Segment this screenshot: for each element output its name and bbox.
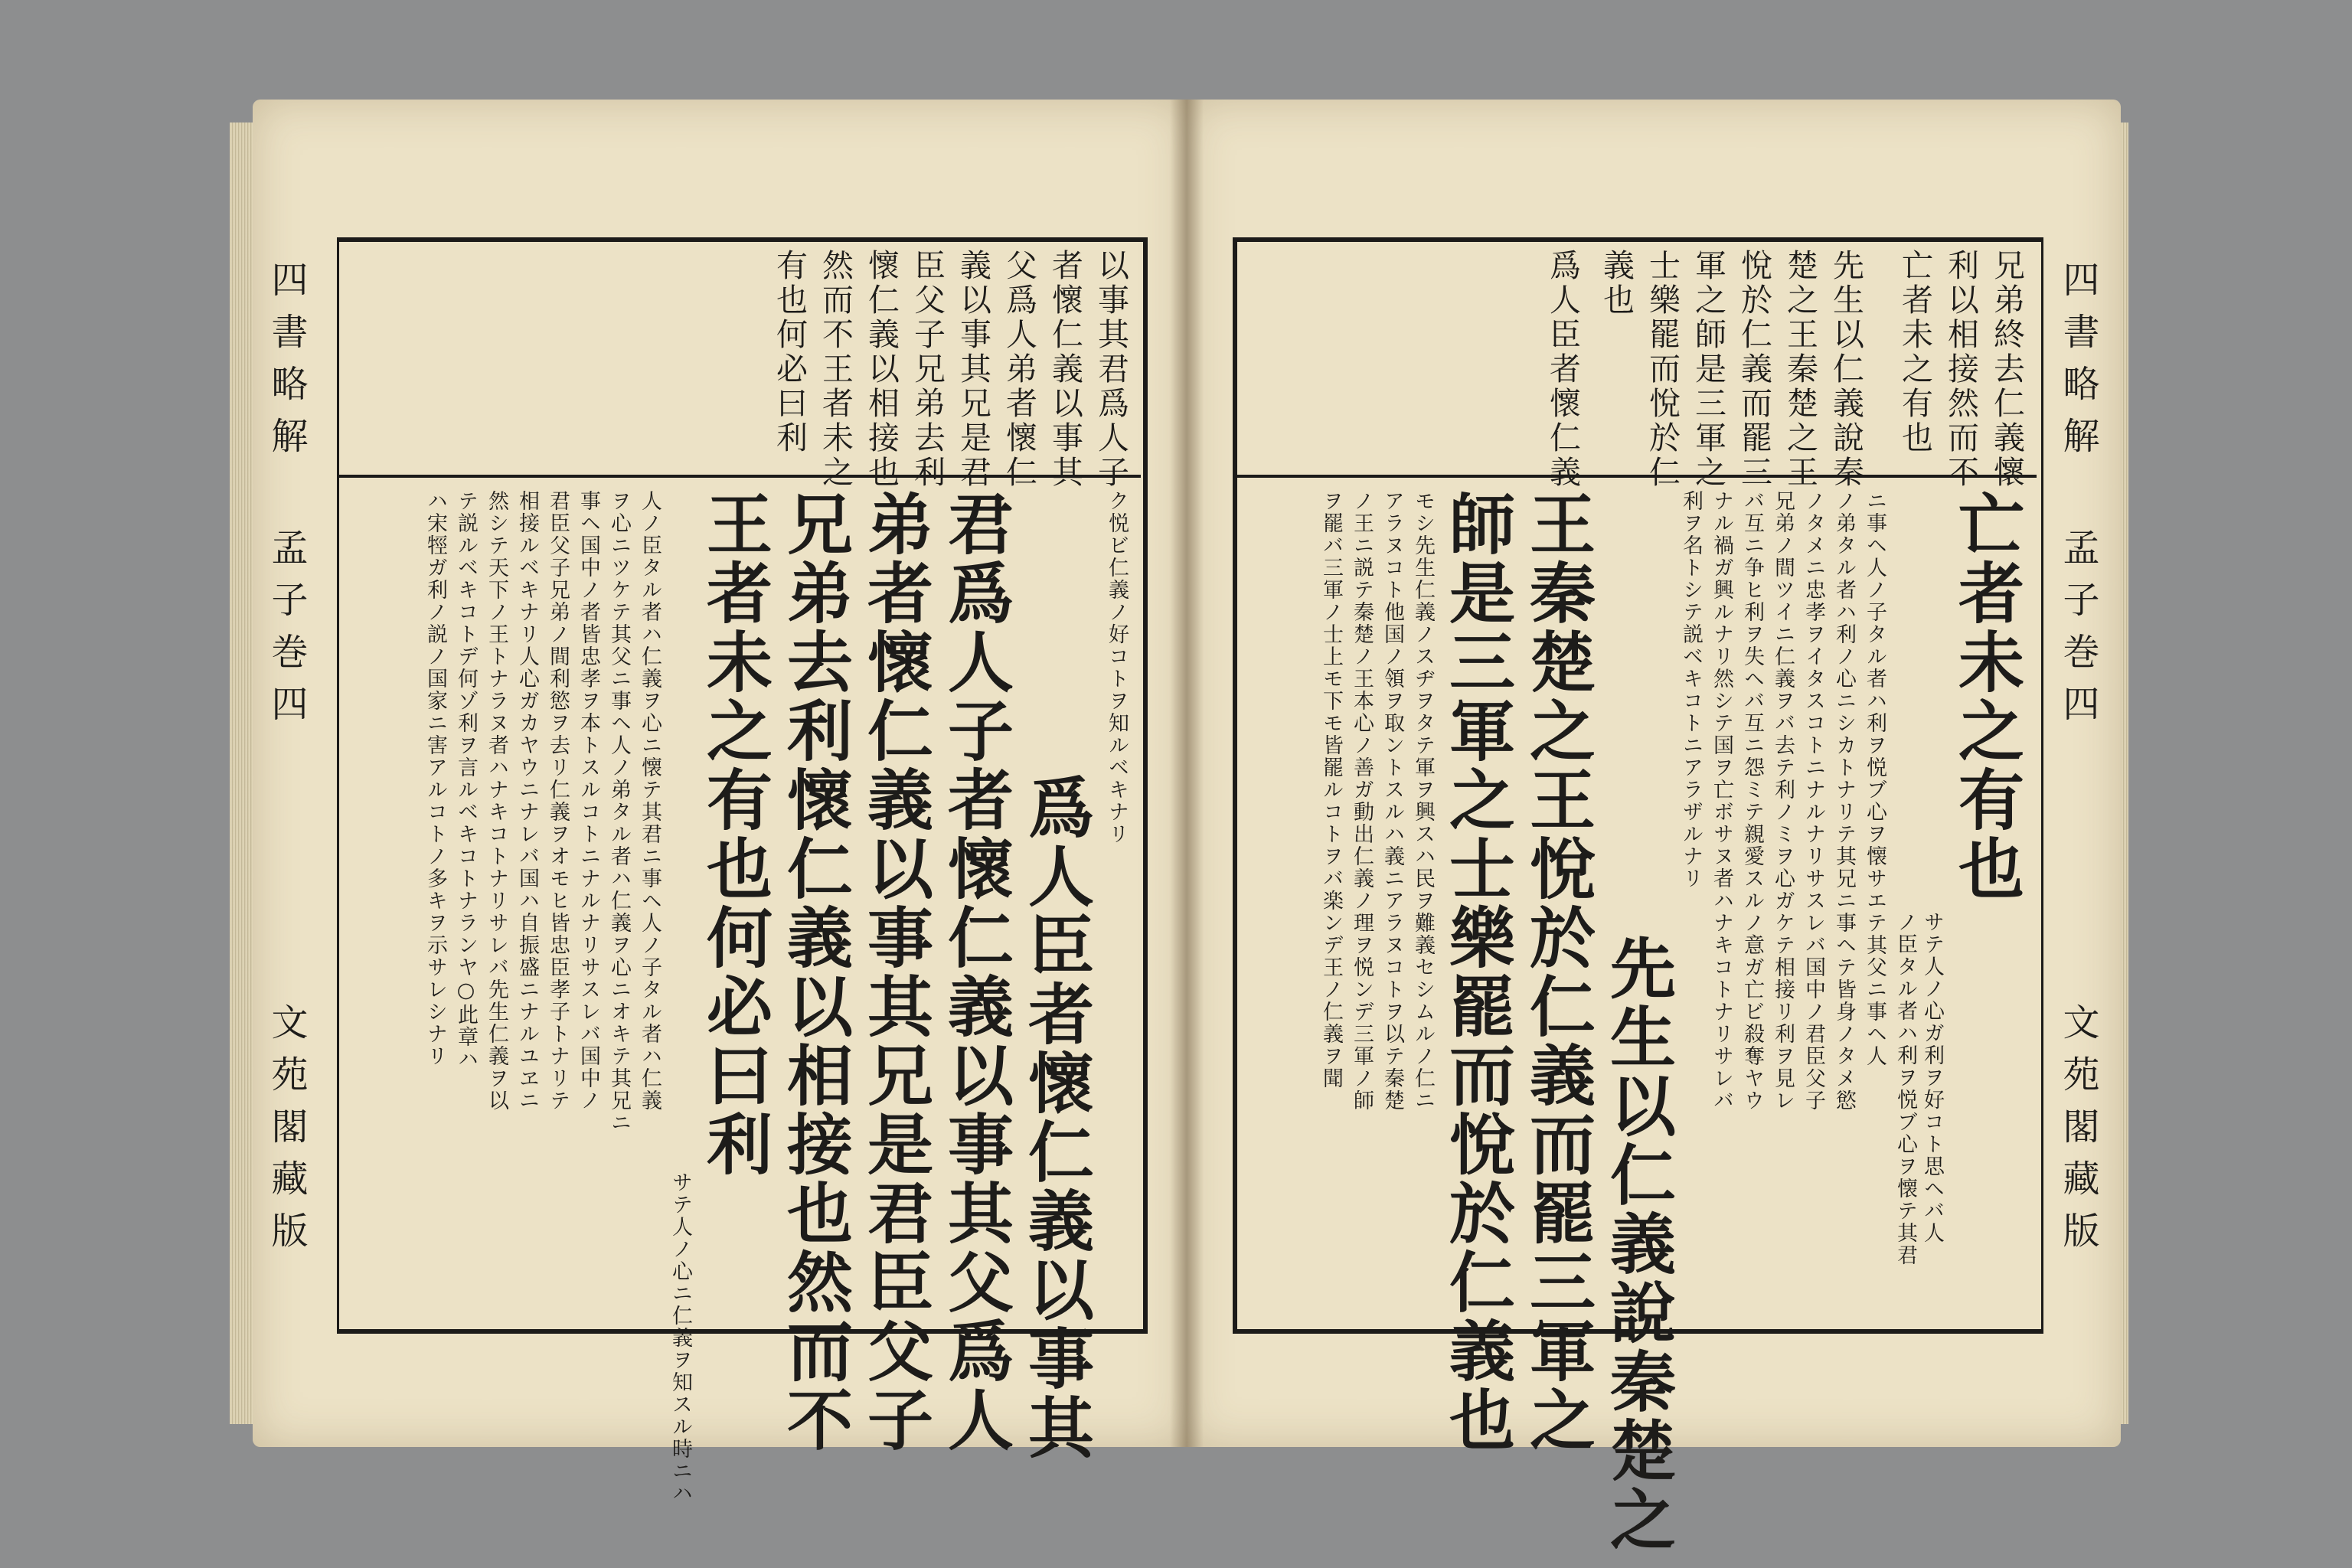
left-note-3: 人ノ臣タル者ハ仁義ヲ心ニ懐テ其君ニ事ヘ人ノ子タル者ハ仁義 xyxy=(638,490,662,1112)
right-note-5: ノタメニ忠孝ヲイタスコトニナルナリサスレバ国中ノ君臣父子 xyxy=(1802,490,1825,1112)
left-margin-title: 四書略解 xyxy=(265,260,308,469)
right-upper-col-1: 兄弟終去仁義懷 xyxy=(1988,249,2025,490)
left-big-col-5: 王者未之有也何必曰利 xyxy=(695,490,773,1179)
right-note-10: モシ先生仁義ノスヂヲタテ軍ヲ興スハ民ヲ難義セシムルノ仁ニ xyxy=(1411,490,1435,1112)
left-page xyxy=(253,100,1187,1504)
left-big-col-2: 君爲人子者懷仁義以事其父爲人 xyxy=(936,490,1014,1455)
left-note-4: ヲ心ニツケテ其父ニ事ヘ人ノ弟タル者ハ仁義ヲ心ニオキテ其兄ニ xyxy=(607,490,631,1134)
right-upper-col-3: 亡者未之有也 xyxy=(1896,249,1933,456)
left-upper-col-7: 然而不王者未之 xyxy=(817,249,854,490)
open-book xyxy=(230,92,2128,1554)
right-upper-col-9: 義也 xyxy=(1598,249,1635,318)
left-upper-col-2: 者懷仁義以事其 xyxy=(1047,249,1083,490)
left-note-1: ク悦ビ仁義ノ好コトヲ知ルベキナリ xyxy=(1105,490,1129,845)
left-note-10: ハ宋牼ガ利ノ説ノ国家ニ害アルコトノ多キヲ示サレシナリ xyxy=(423,490,447,1067)
right-upper-col-7: 軍之師是三軍之 xyxy=(1690,249,1726,490)
right-upper-col-2: 利以相接然而不 xyxy=(1942,249,1979,490)
left-note-7: 相接ルベキナリ人心ガカヤウニナレバ国ハ自振盛ニナルユヱニ xyxy=(515,490,539,1112)
left-big-col-3: 弟者懷仁義以事其兄是君臣父子 xyxy=(856,490,933,1455)
left-big-col-4: 兄弟去利懷仁義以相接也然而不 xyxy=(776,490,853,1455)
right-note-9: 利ヲ名トシテ説ベキコトニアラザルナリ xyxy=(1679,490,1703,890)
left-upper-col-6: 懷仁義以相接也 xyxy=(863,249,900,490)
right-upper-col-8: 士樂罷而悅於仁 xyxy=(1644,249,1681,490)
right-upper-col-10: 爲人臣者懷仁義 xyxy=(1544,249,1581,490)
left-upper-col-5: 臣父子兄弟去利 xyxy=(909,249,946,490)
left-note-8: 然シテ天下ノ王トナラヌ者ハナキコトナリサレバ先生仁義ヲ以 xyxy=(485,490,508,1112)
left-upper-col-3: 父爲人弟者懷仁 xyxy=(1001,249,1037,490)
right-note-13: ヲ罷バ三軍ノ士上モ下モ皆罷ルコトヲバ楽ンデ王ノ仁義ヲ聞 xyxy=(1319,490,1343,1089)
left-note-9: テ説ルベキコトデ何ゾ利ヲ言ルベキコトナランヤ○此章ハ xyxy=(454,490,478,1070)
right-divider xyxy=(1233,475,2037,478)
left-margin-volume: 孟子巻四 xyxy=(265,528,308,737)
right-note-7: バ互ニ争ヒ利ヲ失ヘバ互ニ怨ミテ親愛スルノ意ガ亡ビ殺奪ヤウ xyxy=(1740,490,1764,1112)
right-note-6: 兄弟ノ間ツイニ仁義ヲバ去テ利ノミヲ心ガケテ相接リ利ヲ見レ xyxy=(1771,490,1795,1112)
right-upper-col-6: 悅於仁義而罷三 xyxy=(1736,249,1772,490)
left-upper-col-4: 義以事其兄是君 xyxy=(955,249,991,490)
left-big-col-1: 爲人臣者懷仁義以事其 xyxy=(1017,773,1094,1462)
left-upper-col-1: 以事其君爲人子 xyxy=(1093,249,1129,490)
right-margin-volume: 孟子巻四 xyxy=(2056,528,2099,737)
left-note-2: サテ人ノ心ニ仁義ヲ知スル時ニハ xyxy=(668,1171,692,1504)
right-upper-col-5: 楚之王秦楚之王 xyxy=(1782,249,1818,490)
right-note-11: アラヌコト他国ノ領ヲ取ントスルハ義ニアラヌコトヲ以テ秦楚 xyxy=(1380,490,1404,1112)
right-note-12: ノ王ニ説テ秦楚ノ王本心ノ善ガ動出仁義ノ理ヲ悦ンデ三軍ノ師 xyxy=(1350,490,1374,1112)
right-margin-title: 四書略解 xyxy=(2056,260,2099,469)
right-note-2: ノ臣タル者ハ利ヲ悦ブ心ヲ懐テ其君 xyxy=(1893,911,1917,1266)
right-big-col-2: 先生以仁義說秦楚之 xyxy=(1599,934,1676,1554)
left-note-5: 事ヘ国中ノ者皆忠孝ヲ本トスルコトニナルナリサスレバ国中ノ xyxy=(577,490,600,1112)
right-big-col-1: 亡者未之有也 xyxy=(1947,490,2024,903)
left-upper-col-8: 有也何必曰利 xyxy=(771,249,808,456)
right-note-3: ニ事ヘ人ノ子タル者ハ利ヲ悦ブ心ヲ懐サエテ其父ニ事ヘ人 xyxy=(1863,490,1886,1067)
left-margin-publisher: 文苑閣藏版 xyxy=(265,1003,308,1263)
right-big-col-4: 師是三軍之士樂罷而悅於仁義也 xyxy=(1438,490,1515,1455)
right-upper-col-4: 先生以仁義說秦 xyxy=(1828,249,1864,490)
book-gutter xyxy=(1170,100,1204,1447)
right-note-8: ナル禍ガ興ルナリ然シテ国ヲ亡ボサヌ者ハナキコトナリサレバ xyxy=(1710,490,1733,1112)
right-margin-publisher: 文苑閣藏版 xyxy=(2056,1003,2099,1263)
right-page xyxy=(1187,100,2121,1554)
right-note-4: ノ弟タル者ハ利ノ心ニシカトナリテ其兄ニ事ヘテ皆身ノタメ慾 xyxy=(1832,490,1856,1112)
right-big-col-3: 王秦楚之王悅於仁義而罷三軍之 xyxy=(1518,490,1596,1455)
left-note-6: 君臣父子兄弟ノ間利慾ヲ去リ仁義ヲオモヒ皆忠臣孝子トナリテ xyxy=(546,490,570,1112)
right-note-1: サテ人ノ心ガ利ヲ好コト思ヘバ人 xyxy=(1920,911,1944,1244)
